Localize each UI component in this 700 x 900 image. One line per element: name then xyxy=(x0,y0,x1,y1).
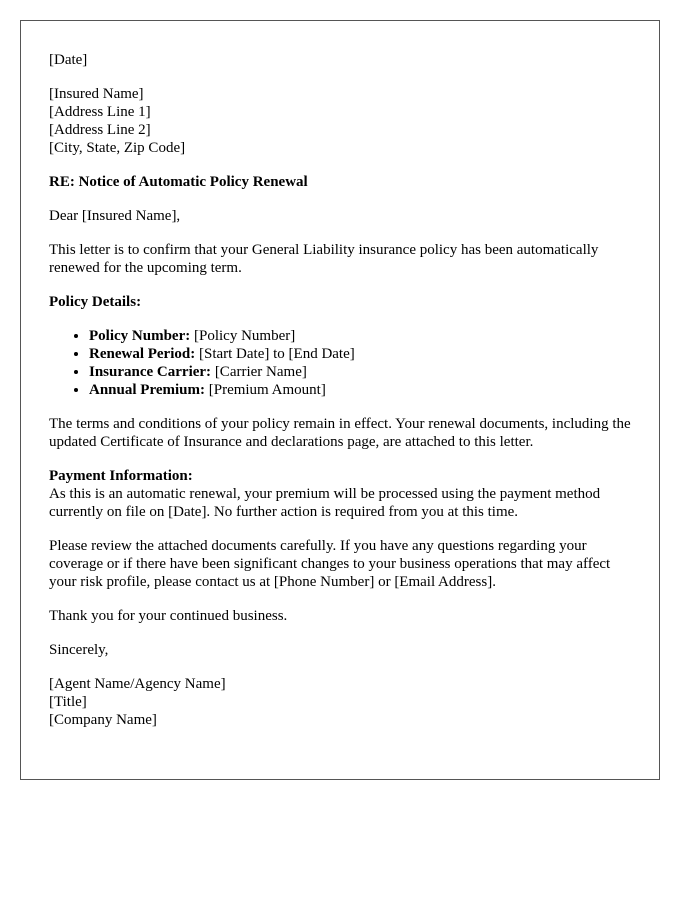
policy-detail-value: [Policy Number] xyxy=(190,328,296,344)
policy-detail-label: Policy Number: xyxy=(89,328,191,344)
policy-detail-item xyxy=(89,345,631,363)
closing-line: Sincerely, xyxy=(49,642,109,658)
policy-detail-item xyxy=(89,327,631,345)
salutation: Dear [Insured Name], xyxy=(49,208,181,224)
letter-subject: RE: Notice of Automatic Policy Renewal xyxy=(49,174,308,190)
policy-detail-item xyxy=(89,363,631,381)
policy-detail-item xyxy=(89,381,631,399)
signature-block xyxy=(49,675,631,729)
payment-section xyxy=(49,467,631,521)
letter-date: [Date] xyxy=(49,52,88,68)
recipient-city-state-zip: [City, State, Zip Code] xyxy=(49,140,186,156)
recipient-address-line-2: [Address Line 2] xyxy=(49,122,151,138)
policy-detail-value: [Start Date] to [End Date] xyxy=(195,346,355,362)
policy-detail-value: [Carrier Name] xyxy=(211,364,307,380)
letter-page xyxy=(20,20,660,780)
recipient-name: [Insured Name] xyxy=(49,86,144,102)
payment-heading: Payment Information: xyxy=(49,468,193,484)
policy-details-heading: Policy Details: xyxy=(49,294,142,310)
policy-detail-label: Insurance Carrier: xyxy=(89,364,212,380)
policy-detail-label: Renewal Period: xyxy=(89,346,196,362)
payment-paragraph: As this is an automatic renewal, your premium will be processed using the payment method currently on file on [Date]. No further action is required from you at this time. xyxy=(49,486,601,520)
intro-paragraph: This letter is to confirm that your General Liability insurance policy has been automatically renewed for the upcoming term. xyxy=(49,242,599,276)
signature-company: [Company Name] xyxy=(49,712,157,728)
policy-detail-value: [Premium Amount] xyxy=(204,382,326,398)
review-paragraph: Please review the attached documents carefully. If you have any questions regarding your coverage or if there have been significant changes to your business operations that may affect your risk profile, please contact us at [Phone Number] or [Email Address]. xyxy=(49,538,611,590)
recipient-address-line-1: [Address Line 1] xyxy=(49,104,151,120)
recipient-address xyxy=(49,85,631,157)
policy-details-list xyxy=(49,327,631,399)
policy-detail-label: Annual Premium: xyxy=(89,382,205,398)
signature-title: [Title] xyxy=(49,694,87,710)
signature-agent: [Agent Name/Agency Name] xyxy=(49,676,226,692)
terms-paragraph: The terms and conditions of your policy remain in effect. Your renewal documents, including the updated Certificate of Insurance and declarations page, are attached to this letter. xyxy=(49,416,631,450)
thanks-line: Thank you for your continued business. xyxy=(49,608,288,624)
